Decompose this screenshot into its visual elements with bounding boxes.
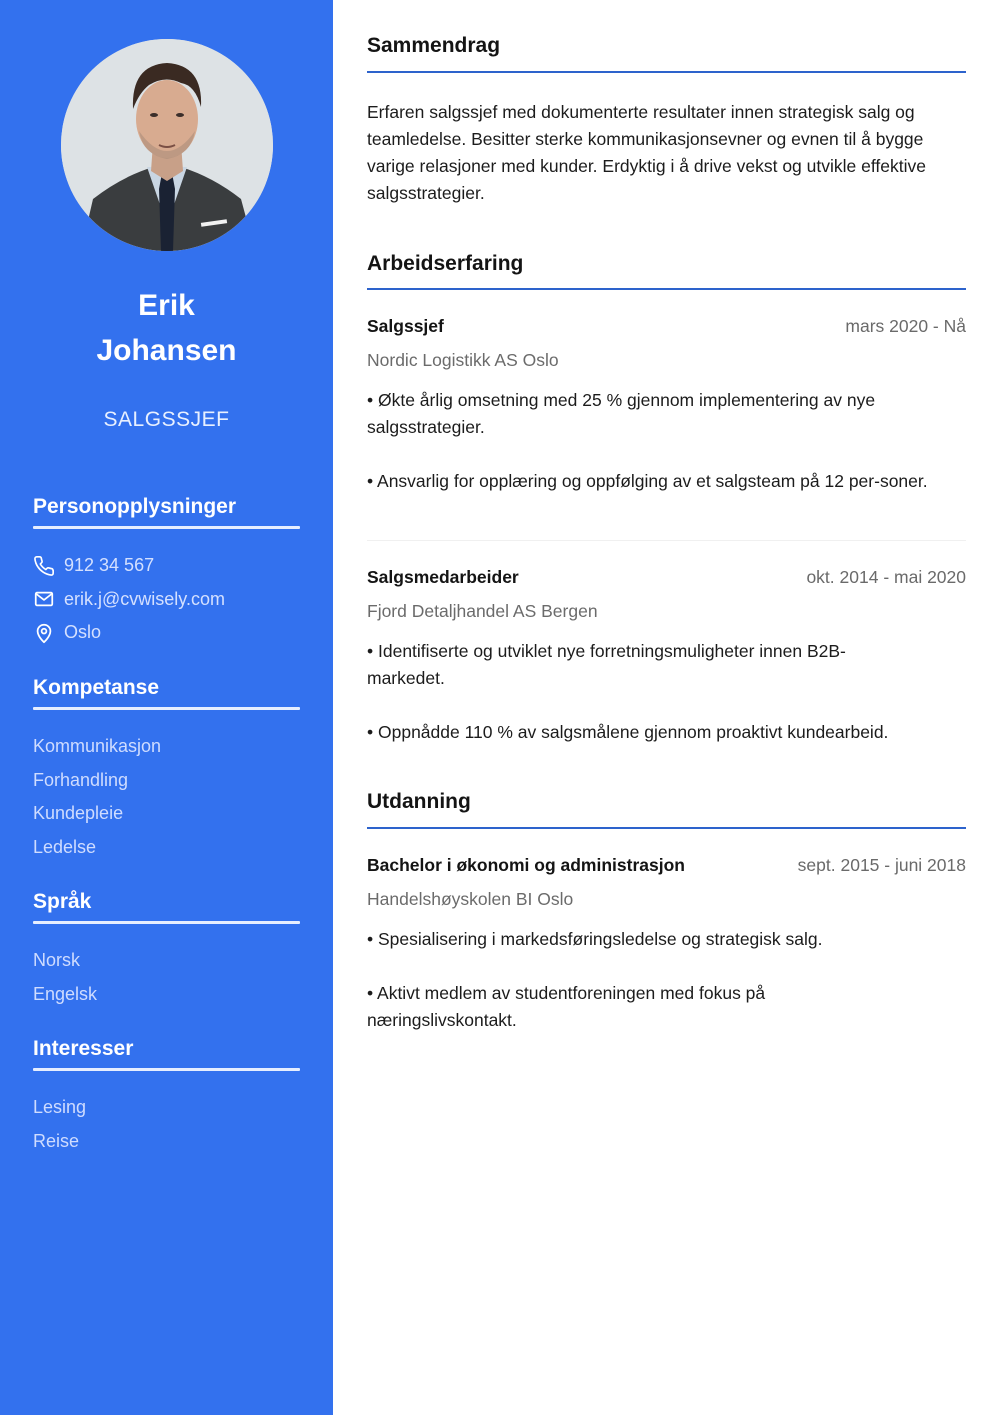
first-name: Erik xyxy=(138,289,195,322)
interests-section xyxy=(33,1034,300,1158)
employer: Fjord Detaljhandel AS Bergen xyxy=(367,601,598,621)
language-item: Engelsk xyxy=(33,983,98,1004)
education-bullet: • Aktivt medlem av studentforeningen med fokus på næringslivskontakt. xyxy=(367,983,766,1030)
degree: Bachelor i økonomi og administrasjon xyxy=(367,855,685,875)
summary-heading: Sammendrag xyxy=(367,34,501,57)
contact-email[interactable] xyxy=(33,583,300,617)
education-bullet: • Spesialisering i markedsføringsledelse og strategisk salg. xyxy=(367,929,823,949)
portrait-image xyxy=(61,39,273,251)
skills-section xyxy=(33,673,300,864)
job-role: Salgsmedarbeider xyxy=(367,567,519,587)
language-item: Norsk xyxy=(33,950,81,970)
last-name: Johansen xyxy=(96,334,237,367)
skill-item: Kommunikasjon xyxy=(33,736,162,756)
achievement-bullet: • Oppnådde 110 % av salgsmålene gjennom proaktivt kundearbeid. xyxy=(367,722,889,742)
section-heading: Personopplysninger xyxy=(33,495,237,518)
section-divider xyxy=(367,827,966,829)
interest-item: Reise xyxy=(33,1130,80,1151)
interest-item: Lesing xyxy=(33,1097,87,1117)
section-heading: Interesser xyxy=(33,1037,134,1060)
email-address: erik.j@cvwisely.com xyxy=(64,588,225,609)
candidate-name xyxy=(0,283,333,373)
study-dates: sept. 2015 - juni 2018 xyxy=(797,855,966,875)
contact-phone[interactable] xyxy=(33,549,300,583)
section-heading: Språk xyxy=(33,890,92,913)
section-divider xyxy=(367,71,966,73)
skill-item: Ledelse xyxy=(33,836,97,857)
experience-entry xyxy=(367,567,966,746)
sidebar xyxy=(0,0,333,1415)
job-title: SALGSSJEF xyxy=(103,408,230,431)
skill-item: Forhandling xyxy=(33,769,129,790)
experience-heading: Arbeidserfaring xyxy=(367,252,524,275)
job-dates: mars 2020 - Nå xyxy=(845,316,966,336)
languages-section xyxy=(33,887,300,1011)
employer: Nordic Logistikk AS Oslo xyxy=(367,350,559,370)
section-heading: Kompetanse xyxy=(33,676,160,699)
phone-icon xyxy=(33,555,55,577)
achievement-bullet: • Identifiserte og utviklet nye forretningsmuligheter innen B2B-markedet. xyxy=(367,641,846,688)
location: Oslo xyxy=(64,622,102,643)
experience-entry xyxy=(367,316,966,495)
contact-location xyxy=(33,616,300,650)
section-divider xyxy=(33,526,300,529)
phone-number: 912 34 567 xyxy=(64,555,155,576)
location-pin-icon xyxy=(33,622,55,644)
section-divider xyxy=(33,921,300,924)
section-divider xyxy=(33,1068,300,1071)
summary-text: Erfaren salgssjef med dokumenterte resultater innen strategisk salg og teamledelse. Besitter sterke kommunikasjonsevner og evnen til å bygge varige relasjoner med kunder. Erdyktig i å drive vekst og utvikle effektive salgsstrategier. xyxy=(367,102,926,203)
profile-photo xyxy=(61,39,273,251)
education-heading: Utdanning xyxy=(367,790,471,813)
skill-item: Kundepleie xyxy=(33,803,124,823)
education-entry xyxy=(367,855,966,1034)
personal-info-section xyxy=(33,492,300,650)
entry-divider xyxy=(367,540,966,541)
section-divider xyxy=(33,707,300,710)
institution: Handelshøyskolen BI Oslo xyxy=(367,889,574,909)
job-role: Salgssjef xyxy=(367,316,444,336)
section-divider xyxy=(367,288,966,290)
job-dates: okt. 2014 - mai 2020 xyxy=(806,567,966,587)
mail-icon xyxy=(33,588,55,610)
achievement-bullet: • Økte årlig omsetning med 25 % gjennom implementering av nye salgsstrategier. xyxy=(367,390,876,437)
achievement-bullet: • Ansvarlig for opplæring og oppfølging av et salgsteam på 12 per-soner. xyxy=(367,471,928,491)
